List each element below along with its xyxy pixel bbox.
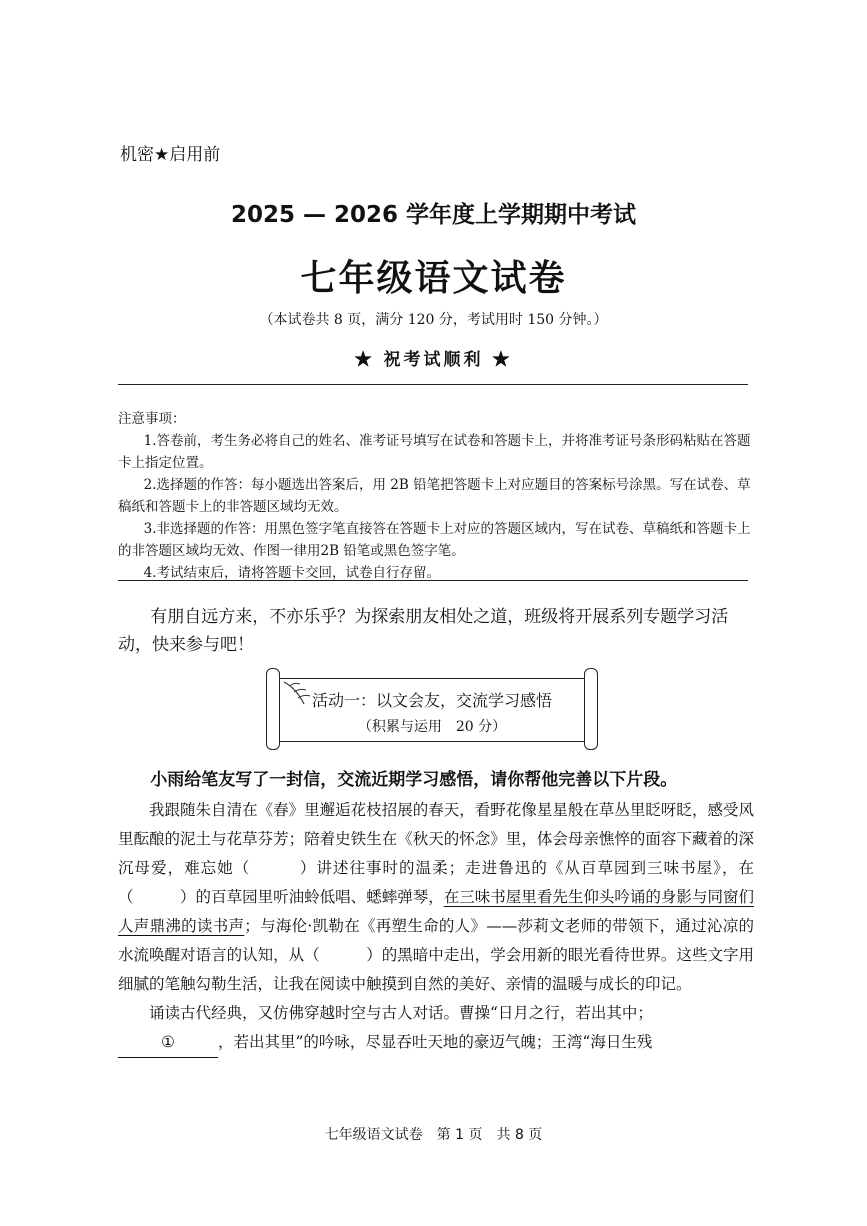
activity-scroll-banner <box>262 664 602 752</box>
passage-text: 诵读古代经典，又仿佛穿越时空与古人对话。曹操“日月之行，若出其中； <box>149 1004 653 1022</box>
instruction-item: 1.答卷前，考生务必将自己的姓名、准考证号填写在试卷和答题卡上，并将准考证号条形码粘贴在答题卡上指定位置。 <box>118 433 751 471</box>
passage-text: 我跟随朱自清在《春》里邂逅花枝招展的春天，看野花像星星般在草丛里眨呀眨，感受风里酝酿的泥土与花草芬芳；陪着史铁生在《秋天的怀念》里，体会母亲憔悴的面容下藏着的深沉母爱，难忘她（ ）讲述往事时的温柔；走进鲁迅的《从百草园到三味书屋》，在（ ）的百草园里听油蛉低唱、蟋蟀弹琴， <box>118 801 754 906</box>
confidential-label: 机密★启用前 <box>120 145 221 165</box>
page-footer: 七年级语文试卷 第 1 页 共 8 页 <box>324 1127 543 1143</box>
good-luck-banner: ★ 祝考试顺利 ★ <box>354 350 513 370</box>
activity-title: 活动一：以文会友，交流学习感悟 <box>311 691 552 710</box>
instruction-item: 3.非选择题的作答：用黑色签字笔直接答在答题卡上对应的答题区域内，写在试卷、草稿纸和答题卡上的非答题区域均无效、作图一律用2B 铅笔或黑色签字笔。 <box>118 521 751 559</box>
exam-title: 2025 — 2026 学年度上学期期中考试 <box>230 202 637 228</box>
fill-blank-1: ① <box>118 1028 218 1058</box>
instruction-item: 4.考试结束后，请将答题卡交回，试卷自行存留。 <box>143 565 441 581</box>
task-lead: 小雨给笔友写了一封信，交流近期学习感悟，请你帮他完善以下片段。 <box>150 770 678 790</box>
instruction-item: 2.选择题的作答：每小题选出答案后，用 2B 铅笔把答题卡上对应题目的答案标号涂黑。写在试卷、草稿纸和答题卡上的非答题区域均无效。 <box>118 477 751 515</box>
passage-paragraph <box>118 999 754 1058</box>
top-divider <box>118 384 748 385</box>
instructions-block <box>118 408 758 584</box>
letter-passage <box>118 796 754 1058</box>
bottom-divider <box>118 580 748 581</box>
underlined-sentence: 在三味书屋里看先生仰头吟诵的身影与同窗们人声鼎沸的读书声 <box>118 888 754 935</box>
paper-title: 七年级语文试卷 <box>300 257 567 299</box>
activity-subtitle: （积累与运用 20 分） <box>357 719 507 735</box>
instructions-heading: 注意事项： <box>118 411 186 427</box>
passage-paragraph <box>118 796 754 999</box>
paper-info: （本试卷共 8 页，满分 120 分，考试用时 150 分钟。） <box>259 312 608 328</box>
intro-paragraph: 有朋自远方来，不亦乐乎？为探索朋友相处之道，班级将开展系列专题学习活动，快来参与吧！ <box>118 607 729 655</box>
passage-text: ，若出其里”的吟咏，尽显吞吐天地的豪迈气魄；王湾“海日生残 <box>218 1033 653 1051</box>
passage-text: ；与海伦·凯勒在《再塑生命的人》——莎莉文老师的带领下，通过沁凉的水流唤醒对语言的认知，从（ ）的黑暗中走出，学会用新的眼光看待世界。这些文字用细腻的笔触勾勒生活，让我在阅读中触摸到自然的美好、亲情的温暖与成长的印记。 <box>118 917 754 993</box>
